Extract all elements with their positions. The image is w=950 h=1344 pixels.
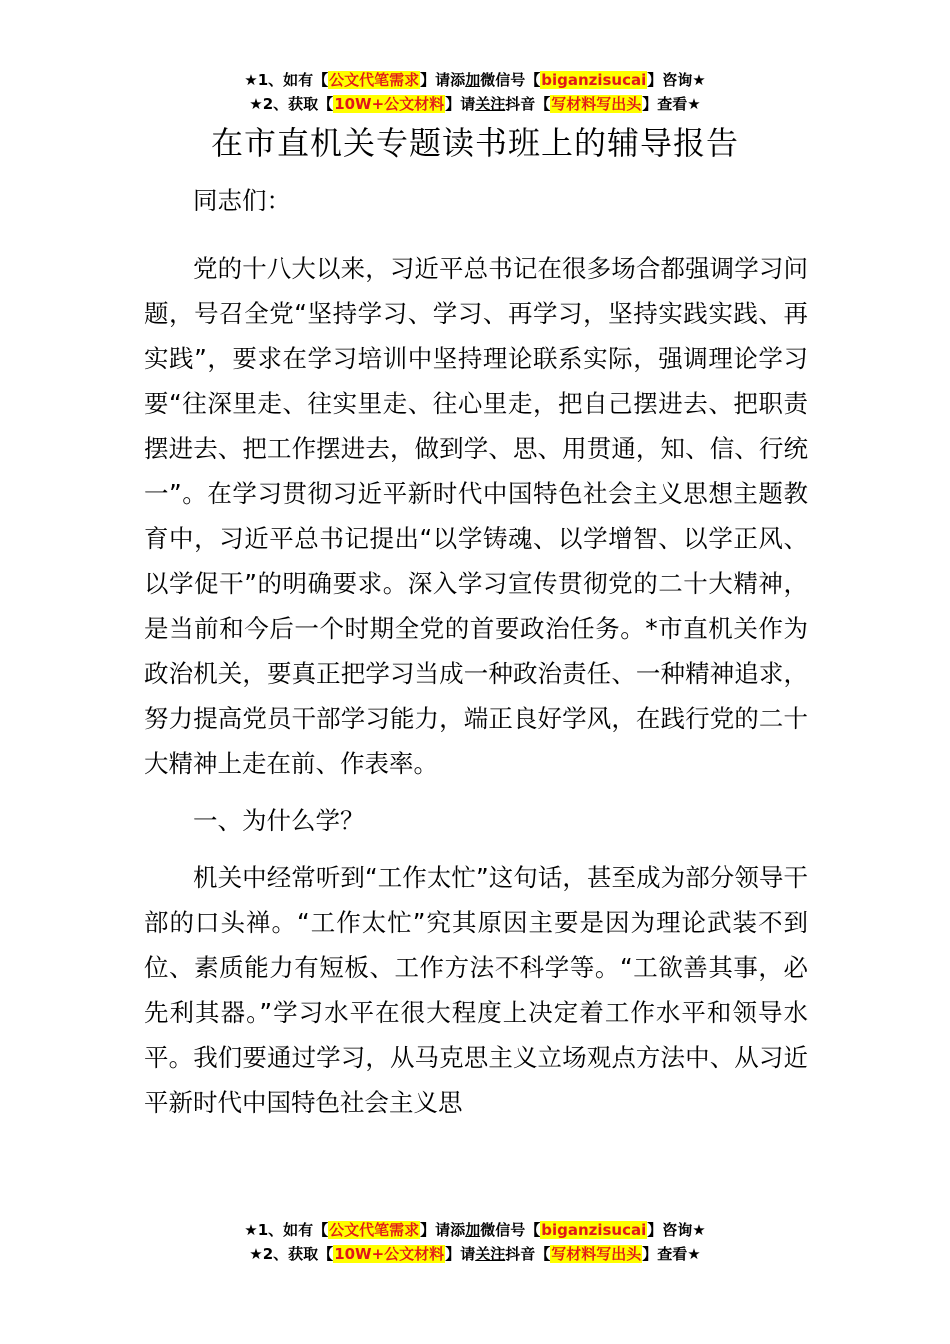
paragraph-2: 机关中经常听到“工作太忙”这句话，甚至成为部分领导干部的口头禅。“工作太忙”究其原因主要是因为理论武装不到位、素质能力有短板、工作方法不科学等。“工欲善其事，必先利其器。”学习水平在很大程度上决定着工作水平和领导水平。我们要通过学习，从马克思主义立场观点方法中、从习近平新时代中国特色社会主义思 — [144, 863, 808, 1117]
highlight-materials: 10W+公文材料 — [334, 95, 445, 113]
banner-line-1: ★1、如有【公文代笔需求】请添加微信号【biganzisucai】咨询★ — [244, 71, 706, 89]
highlight-wechat-id: biganzisucai — [541, 71, 647, 89]
highlight-materials: 10W+公文材料 — [334, 1245, 445, 1263]
document-title: 在市直机关专题读书班上的辅导报告 — [210, 124, 739, 162]
highlight-douyin: 写材料写出头 — [551, 1245, 642, 1263]
banner-line-2: ★2、获取【10W+公文材料】请关注抖音【写材料写出头】查看★ — [249, 1245, 701, 1263]
highlight-service: 公文代笔需求 — [329, 71, 420, 89]
section-heading-1: 一、为什么学？ — [193, 806, 365, 835]
salutation: 同志们： — [193, 186, 291, 215]
banner-line-2: ★2、获取【10W+公文材料】请关注抖音【写材料写出头】查看★ — [249, 95, 701, 113]
top-ad-banner — [0, 68, 950, 116]
paragraph-1: 党的十八大以来，习近平总书记在很多场合都强调学习问题，号召全党“坚持学习、学习、再学习，坚持实践实践、再实践”，要求在学习培训中坚持理论联系实际，强调理论学习要“往深里走、往实里走、往心里走，把自己摆进去、把职责摆进去、把工作摆进去，做到学、思、用贯通，知、信、行统一”。在学习贯彻习近平新时代中国特色社会主义思想主题教育中，习近平总书记提出“以学铸魂、以学增智、以学正风、以学促干”的明确要求。深入学习宣传贯彻党的二十大精神，是当前和今后一个时期全党的首要政治任务。*市直机关作为政治机关，要真正把学习当成一种政治责任、一种精神追求，努力提高党员干部学习能力，端正良好学风，在践行党的二十大精神上走在前、作表率。 — [144, 254, 808, 778]
highlight-douyin: 写材料写出头 — [551, 95, 642, 113]
banner-line-1: ★1、如有【公文代笔需求】请添加微信号【biganzisucai】咨询★ — [244, 1221, 706, 1239]
bottom-ad-banner — [0, 1218, 950, 1266]
highlight-service: 公文代笔需求 — [329, 1221, 420, 1239]
highlight-wechat-id: biganzisucai — [541, 1221, 647, 1239]
document-body — [144, 178, 808, 1137]
